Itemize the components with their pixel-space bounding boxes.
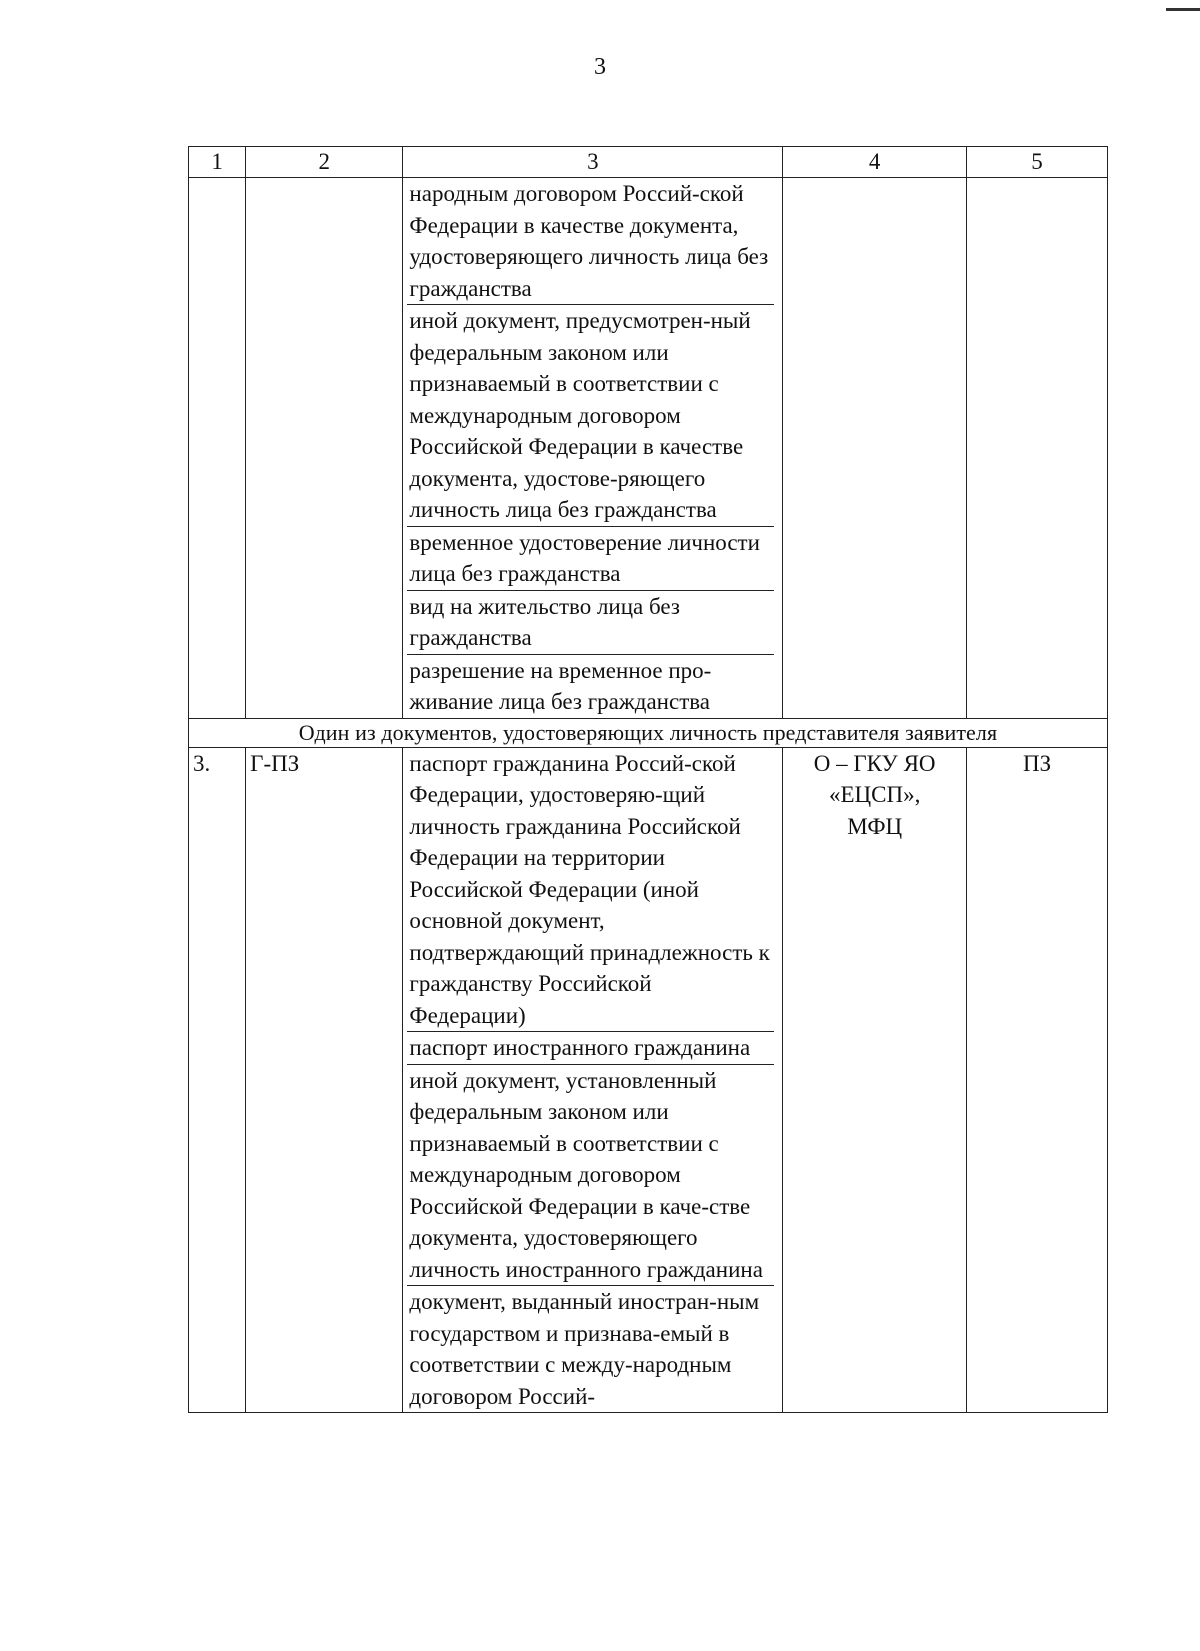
- continued-col-2: [246, 178, 403, 719]
- document-item: паспорт иностранного гражданина: [407, 1032, 774, 1065]
- document-item: иной документ, установленный федеральным законом или признаваемый в соответствии с международным договором Российской Федерации в каче-стве документа, удостоверяющего личность иностранного гражданина: [407, 1065, 774, 1287]
- header-col-5: 5: [967, 147, 1108, 178]
- issuing-body-line: «ЕЦСП»,: [828, 782, 921, 807]
- documents-table: [188, 146, 1108, 1413]
- header-col-3: 3: [403, 147, 783, 178]
- section-heading-row: [189, 718, 1108, 747]
- row-code: Г-ПЗ: [246, 747, 403, 1413]
- row3-col-5: ПЗ: [967, 747, 1108, 1413]
- table-row-continued: [189, 178, 1108, 719]
- header-col-2: 2: [246, 147, 403, 178]
- scan-corner-mark: [1166, 8, 1200, 11]
- document-item: вид на жительство лица без гражданства: [407, 591, 774, 655]
- header-col-4: 4: [783, 147, 967, 178]
- continued-col-1: [189, 178, 246, 719]
- document-item: иной документ, предусмотрен-ный федеральным законом или признаваемый в соответствии с международным договором Российской Федерации в качестве документа, удостове-ряющего личность лица без гражданства: [407, 305, 774, 527]
- section-heading: Один из документов, удостоверяющих личность представителя заявителя: [189, 718, 1108, 747]
- document-item: временное удостоверение личности лица без гражданства: [407, 527, 774, 591]
- continued-col-5: [967, 178, 1108, 719]
- issuing-body-line: МФЦ: [847, 813, 903, 839]
- document-item: народным договором Россий-ской Федерации в качестве документа, удостоверяющего личность лица без гражданства: [407, 178, 774, 305]
- table-row-3: [189, 747, 1108, 1413]
- continued-documents-cell: [403, 178, 783, 719]
- header-col-1: 1: [189, 147, 246, 178]
- row-number: 3.: [189, 747, 246, 1413]
- continued-col-4: [783, 178, 967, 719]
- document-item: документ, выданный иностран-ным государством и признава-емый в соответствии с между-народным договором Россий-: [409, 1289, 760, 1409]
- issuing-body-cell: [783, 747, 967, 1413]
- table-header-row: [189, 147, 1108, 178]
- row3-documents-cell: [403, 747, 783, 1413]
- document-item: паспорт гражданина Россий-ской Федерации, удостоверяю-щий личность гражданина Российской Федерации на территории Российской Федерации (иной основной документ, подтверждающий принадлежность к гражданству Российской Федерации): [407, 748, 774, 1033]
- issuing-body-line: О – ГКУ ЯО: [813, 750, 936, 776]
- document-item: разрешение на временное про-живание лица без гражданства: [409, 657, 712, 714]
- page-number: 3: [594, 54, 606, 80]
